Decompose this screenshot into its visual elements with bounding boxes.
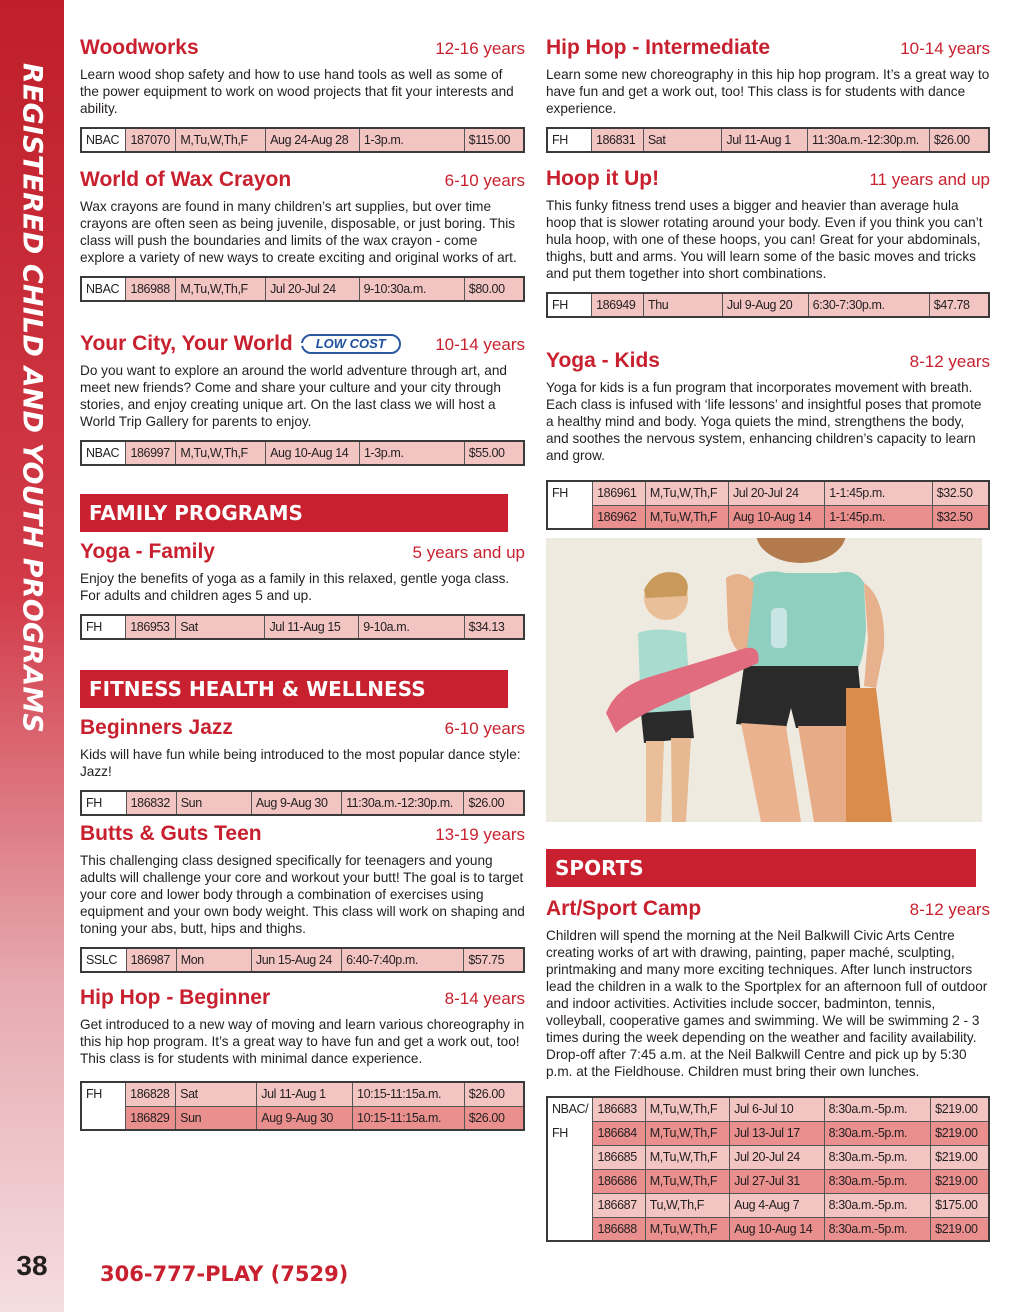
table-cell: 186832: [126, 791, 176, 815]
schedule-table: [546, 127, 990, 153]
table-cell: NBAC: [81, 441, 126, 465]
table-cell: $219.00: [931, 1217, 989, 1241]
table-row: [81, 128, 524, 152]
schedule-table: [80, 947, 525, 973]
table-cell: $219.00: [931, 1121, 989, 1145]
table-cell: $219.00: [931, 1145, 989, 1169]
table-cell: $26.00: [464, 1082, 524, 1106]
table-row: [547, 1193, 989, 1217]
table-cell: FH: [81, 791, 126, 815]
table-cell: 186686: [593, 1169, 645, 1193]
schedule-table: [546, 480, 990, 530]
location-label: FH: [552, 486, 568, 500]
table-cell: 186987: [126, 948, 176, 972]
table-cell: $32.50: [932, 505, 989, 529]
program-title: Yoga - Kids: [546, 349, 660, 372]
table-cell: NBAC: [81, 128, 126, 152]
table-cell: 8:30a.m.-5p.m.: [824, 1121, 931, 1145]
table-row: [547, 1097, 989, 1121]
table-cell: Sat: [176, 615, 265, 639]
location-label: FH: [552, 1126, 568, 1140]
table-cell: Aug 9-Aug 30: [251, 791, 341, 815]
table-cell: 8:30a.m.-5p.m.: [824, 1169, 931, 1193]
program-art-sport-camp: [546, 887, 990, 1242]
table-cell: $26.00: [929, 128, 989, 152]
program-title: World of Wax Crayon: [80, 168, 292, 191]
table-cell: 1-1:45p.m.: [825, 505, 932, 529]
program-age: 8-12 years: [909, 352, 990, 371]
table-cell: $34.13: [464, 615, 524, 639]
table-cell: Jul 9-Aug 20: [722, 293, 808, 317]
table-cell: $26.00: [464, 791, 524, 815]
yoga-photo-icon: [546, 538, 982, 822]
table-cell: Jul 13-Jul 17: [730, 1121, 824, 1145]
table-row: [81, 948, 524, 972]
schedule-table: [80, 614, 525, 640]
table-cell: Jul 11-Aug 1: [257, 1082, 353, 1106]
program-age: 13-19 years: [435, 825, 525, 844]
table-row: [81, 1082, 524, 1106]
program-description: Children will spend the morning at the Neil Balkwill Civic Arts Centre creating works of art with drawing, painting, paper maché, sculpting, printmaking and many more exciting techniques. After lunch instructors lead the children in a walk to the Sportplex for an afternoon full of outdoor and indoor activities. Activities include soccer, badminton, tennis, volleyball, cooperative games and swimming. We will be swimming 2 - 3 times during the week depending on the weather and facility availability. Drop-off after 7:45 a.m. at the Neil Balkwill Centre and pick up by 5:30 p.m. at the Fieldhouse. Children must bring their own lunches.: [546, 928, 988, 1079]
program-description: Yoga for kids is a fun program that incorporates movement with breath. Each class is infused with ‘life lessons’ and insightful poses that promote a healthy mind and body. Yoga quiets the mind, strengthens the body, and soothes the nervous system, enhancing children’s capacity to learn and grow.: [546, 380, 982, 463]
low-cost-badge-icon: LOW COST: [301, 334, 401, 354]
table-cell: 1-3p.m.: [359, 441, 464, 465]
program-yoga-family: [80, 532, 525, 670]
program-title: Hip Hop - Intermediate: [546, 36, 771, 59]
table-cell: Aug 4-Aug 7: [730, 1193, 824, 1217]
table-cell: $32.50: [932, 481, 989, 505]
right-column: [546, 36, 990, 530]
schedule-table: [80, 276, 525, 302]
table-cell: 10:15-11:15a.m.: [353, 1106, 465, 1130]
location-cell: [547, 1097, 593, 1241]
table-cell: FH: [547, 293, 592, 317]
table-cell: 8:30a.m.-5p.m.: [824, 1217, 931, 1241]
left-column: [80, 36, 525, 1131]
program-title: Art/Sport Camp: [546, 897, 702, 920]
program-age: 6-10 years: [444, 719, 525, 738]
table-cell: M,Tu,W,Th,F: [645, 481, 728, 505]
program-description: This funky fitness trend uses a bigger and heavier than average hula hoop that is slower rotating around your body. Even if you think you can’t hula hoop, with one of these hoops, you can! Great for your abdominals, thighs, butt and arms. You will learn some of the basic moves and tricks and put them together into short combinations.: [546, 198, 983, 281]
table-cell: Jul 6-Jul 10: [730, 1097, 824, 1121]
program-beginners-jazz: [80, 708, 525, 822]
table-cell: 186997: [126, 441, 176, 465]
table-cell: 186949: [592, 293, 644, 317]
table-cell: 11:30a.m.-12:30p.m.: [342, 791, 464, 815]
program-description: Get introduced to a new way of moving and learn various choreography in this hip hop program. It’s a great way to have fun and get a work out, too! This class is for students with minimal dance experience.: [80, 1017, 525, 1066]
table-cell: 186688: [593, 1217, 645, 1241]
schedule-table: [80, 1081, 525, 1131]
table-cell: $47.78: [929, 293, 989, 317]
table-cell: Jul 11-Aug 1: [722, 128, 808, 152]
table-row: [547, 293, 989, 317]
table-cell: $57.75: [464, 948, 524, 972]
program-age: 8-14 years: [444, 989, 525, 1008]
table-cell: 186685: [593, 1145, 645, 1169]
table-cell: Aug 10-Aug 14: [728, 505, 824, 529]
schedule-table: [80, 790, 525, 816]
table-cell: $219.00: [931, 1097, 989, 1121]
table-cell: 1-1:45p.m.: [825, 481, 932, 505]
table-cell: Mon: [176, 948, 251, 972]
program-description: Kids will have fun while being introduced to the most popular dance style: Jazz!: [80, 747, 521, 779]
program-title: Beginners Jazz: [80, 716, 233, 739]
table-row: [547, 1169, 989, 1193]
table-cell: 10:15-11:15a.m.: [353, 1082, 465, 1106]
program-description: Learn wood shop safety and how to use hand tools as well as some of the power equipment to work on wood projects that fit your interests and ability.: [80, 67, 514, 116]
table-cell: Aug 10-Aug 14: [266, 441, 360, 465]
schedule-table: [80, 127, 525, 153]
program-description: Learn some new choreography in this hip hop program. It’s a great way to have fun and get a work out, too! This class is for students with dance experience.: [546, 67, 990, 116]
table-cell: M,Tu,W,Th,F: [645, 1217, 729, 1241]
table-row: [81, 791, 524, 815]
table-cell: Jun 15-Aug 24: [251, 948, 341, 972]
table-cell: 186683: [593, 1097, 645, 1121]
table-cell: 186687: [593, 1193, 645, 1217]
section-heading-family: FAMILY PROGRAMS: [80, 494, 508, 532]
schedule-table: [546, 292, 990, 318]
program-age: 8-12 years: [909, 900, 990, 919]
sidebar: [0, 0, 64, 1312]
program-age: 12-16 years: [435, 39, 525, 58]
program-hiphop-beginner: [80, 986, 525, 1131]
table-cell: 186829: [126, 1106, 176, 1130]
table-cell: 9-10a.m.: [359, 615, 464, 639]
table-cell: M,Tu,W,Th,F: [176, 441, 266, 465]
program-title: Butts & Guts Teen: [80, 822, 262, 845]
table-cell: $219.00: [931, 1169, 989, 1193]
table-cell: NBAC: [81, 277, 126, 301]
yoga-photo-image: [546, 538, 982, 822]
section-heading-sports: SPORTS: [546, 849, 976, 887]
table-cell: $26.00: [464, 1106, 524, 1130]
table-row: [547, 1121, 989, 1145]
table-cell: Sat: [176, 1082, 257, 1106]
location-cell: [81, 1082, 126, 1130]
table-cell: Aug 10-Aug 14: [730, 1217, 824, 1241]
sports-block: [546, 849, 990, 1242]
table-row: [547, 481, 989, 505]
table-row: [81, 277, 524, 301]
table-row: [81, 441, 524, 465]
table-cell: Tu,W,Th,F: [645, 1193, 729, 1217]
program-description: Enjoy the benefits of yoga as a family in this relaxed, gentle yoga class. For adults and children ages 5 and up.: [80, 571, 510, 603]
program-age: 11 years and up: [869, 170, 990, 189]
program-title: Hip Hop - Beginner: [80, 986, 271, 1009]
program-your-city: [80, 332, 525, 494]
table-cell: 186828: [126, 1082, 176, 1106]
program-description: Do you want to explore an around the world adventure through art, and meet new friends? Come and share your culture and your city through stories, and enjoy creating unique art. On the last class we will host a World Trip Gallery for parents to enjoy.: [80, 363, 507, 429]
program-title: Woodworks: [80, 36, 199, 59]
table-cell: Thu: [643, 293, 722, 317]
table-cell: Aug 9-Aug 30: [257, 1106, 353, 1130]
program-hiphop-intermediate: [546, 36, 990, 167]
program-title: Hoop it Up!: [546, 167, 660, 190]
table-cell: M,Tu,W,Th,F: [645, 1169, 729, 1193]
table-row: [547, 1217, 989, 1241]
table-cell: Sun: [176, 791, 251, 815]
table-cell: 186831: [591, 128, 643, 152]
table-cell: 186962: [593, 505, 646, 529]
schedule-table: [80, 440, 525, 466]
table-cell: M,Tu,W,Th,F: [645, 1097, 729, 1121]
table-cell: 186953: [126, 615, 176, 639]
table-cell: 187070: [126, 128, 176, 152]
schedule-table: [546, 1096, 990, 1242]
location-label: FH: [86, 1087, 102, 1101]
table-cell: 6:40-7:40p.m.: [342, 948, 464, 972]
table-cell: $55.00: [464, 441, 524, 465]
table-cell: M,Tu,W,Th,F: [645, 1121, 729, 1145]
table-cell: Sun: [176, 1106, 257, 1130]
table-cell: Sat: [643, 128, 722, 152]
table-cell: 6:30-7:30p.m.: [808, 293, 929, 317]
table-cell: 186988: [126, 277, 176, 301]
program-butts-guts: [80, 822, 525, 986]
program-title: Your City, Your World: [80, 332, 293, 355]
table-cell: Jul 27-Jul 31: [730, 1169, 824, 1193]
table-cell: SSLC: [81, 948, 126, 972]
table-cell: 1-3p.m.: [359, 128, 464, 152]
table-cell: 11:30a.m.-12:30p.m.: [808, 128, 930, 152]
table-cell: 8:30a.m.-5p.m.: [824, 1193, 931, 1217]
table-cell: $175.00: [931, 1193, 989, 1217]
program-hoop-it-up: [546, 167, 990, 349]
program-description: This challenging class designed specifically for teenagers and young adults will challenge your core and workout your butt! The goal is to target your core and lower body through a combination of exercises using equipment and your own body weight. This class will work on shaping and toning your abs, butt, hips and thighs.: [80, 853, 525, 936]
table-cell: Jul 20-Jul 24: [730, 1145, 824, 1169]
table-cell: FH: [81, 615, 126, 639]
program-title: Yoga - Family: [80, 540, 215, 563]
program-age: 6-10 years: [444, 171, 525, 190]
table-cell: Jul 20-Jul 24: [266, 277, 360, 301]
table-cell: 8:30a.m.-5p.m.: [824, 1145, 931, 1169]
table-cell: $80.00: [464, 277, 524, 301]
section-heading-fitness: FITNESS HEALTH & WELLNESS: [80, 670, 508, 708]
table-cell: FH: [547, 128, 591, 152]
program-age: 10-14 years: [435, 335, 525, 354]
footer-phone: 306-777-PLAY (7529): [100, 1262, 349, 1286]
location-label: NBAC/: [552, 1102, 589, 1116]
table-row: [547, 128, 989, 152]
program-age: 5 years and up: [412, 543, 525, 562]
program-yoga-kids: [546, 349, 990, 530]
table-cell: M,Tu,W,Th,F: [645, 1145, 729, 1169]
program-wax-crayon: [80, 168, 525, 332]
sidebar-title: REGISTERED CHILD AND YOUTH PROGRAMS: [16, 62, 48, 734]
program-age: 10-14 years: [900, 39, 990, 58]
table-row: [547, 505, 989, 529]
table-row: [81, 1106, 524, 1130]
table-row: [547, 1145, 989, 1169]
table-row: [81, 615, 524, 639]
program-description: Wax crayons are found in many children’s art supplies, but over time crayons are often seen as being juvenile, disposable, or just boring. This class will push the boundaries and limits of the wax crayon - come explore a variety of new ways to create exciting and original works of art.: [80, 199, 517, 265]
table-cell: M,Tu,W,Th,F: [176, 277, 266, 301]
table-cell: $115.00: [464, 128, 524, 152]
table-cell: Jul 11-Aug 15: [265, 615, 359, 639]
program-woodworks: [80, 36, 525, 168]
table-cell: Aug 24-Aug 28: [266, 128, 360, 152]
table-cell: 186961: [593, 481, 646, 505]
table-cell: Jul 20-Jul 24: [728, 481, 824, 505]
table-cell: 186684: [593, 1121, 645, 1145]
table-cell: M,Tu,W,Th,F: [645, 505, 728, 529]
table-cell: M,Tu,W,Th,F: [176, 128, 266, 152]
table-cell: 9-10:30a.m.: [359, 277, 464, 301]
page-number: 38: [16, 1250, 48, 1281]
location-cell: [547, 481, 593, 529]
table-cell: 8:30a.m.-5p.m.: [824, 1097, 931, 1121]
